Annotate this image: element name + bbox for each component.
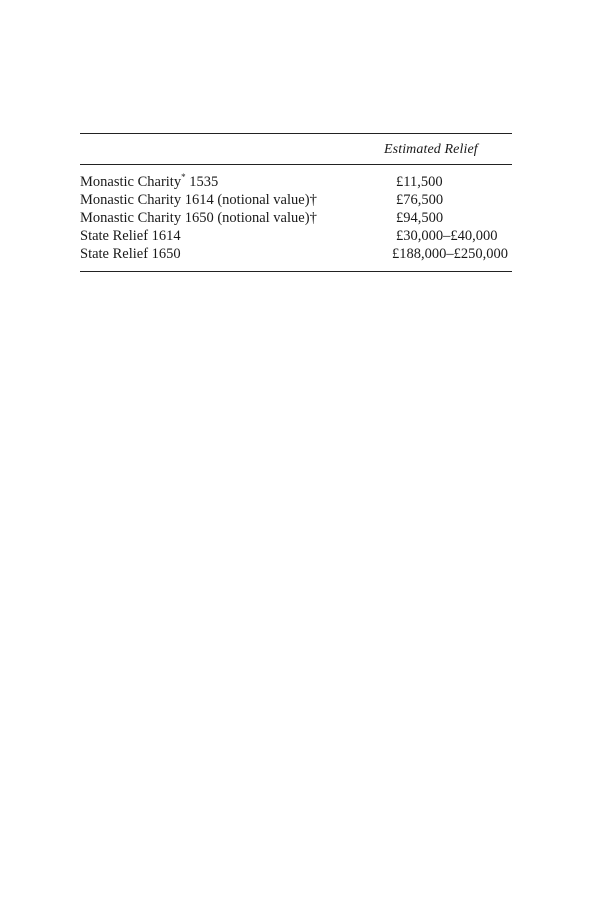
table-row (80, 245, 512, 263)
table-row (80, 173, 512, 191)
table-bottom-rule (80, 271, 512, 272)
table-header (80, 134, 512, 164)
footnote-dagger: † (309, 192, 318, 208)
row-label: Monastic Charity 1650 (notional value)† (80, 210, 318, 226)
row-label: Monastic Charity* 1535 (80, 172, 219, 190)
row-label: Monastic Charity 1614 (notional value)† (80, 192, 318, 208)
relief-table (80, 133, 512, 272)
footnote-dagger: † (309, 210, 318, 226)
row-value: £188,000–£250,000 (392, 246, 508, 262)
footnote-asterisk: * (181, 172, 186, 182)
row-label: State Relief 1614 (80, 228, 181, 244)
table-row (80, 191, 512, 209)
column-heading-estimated-relief: Estimated Relief (384, 142, 478, 157)
table-row (80, 227, 512, 245)
row-value: £76,500 (396, 192, 444, 208)
row-value: £30,000–£40,000 (396, 228, 498, 244)
row-label: State Relief 1650 (80, 246, 181, 262)
table-body (80, 165, 512, 271)
table-row (80, 209, 512, 227)
row-value: £94,500 (396, 210, 444, 226)
row-value: £11,500 (396, 174, 443, 190)
